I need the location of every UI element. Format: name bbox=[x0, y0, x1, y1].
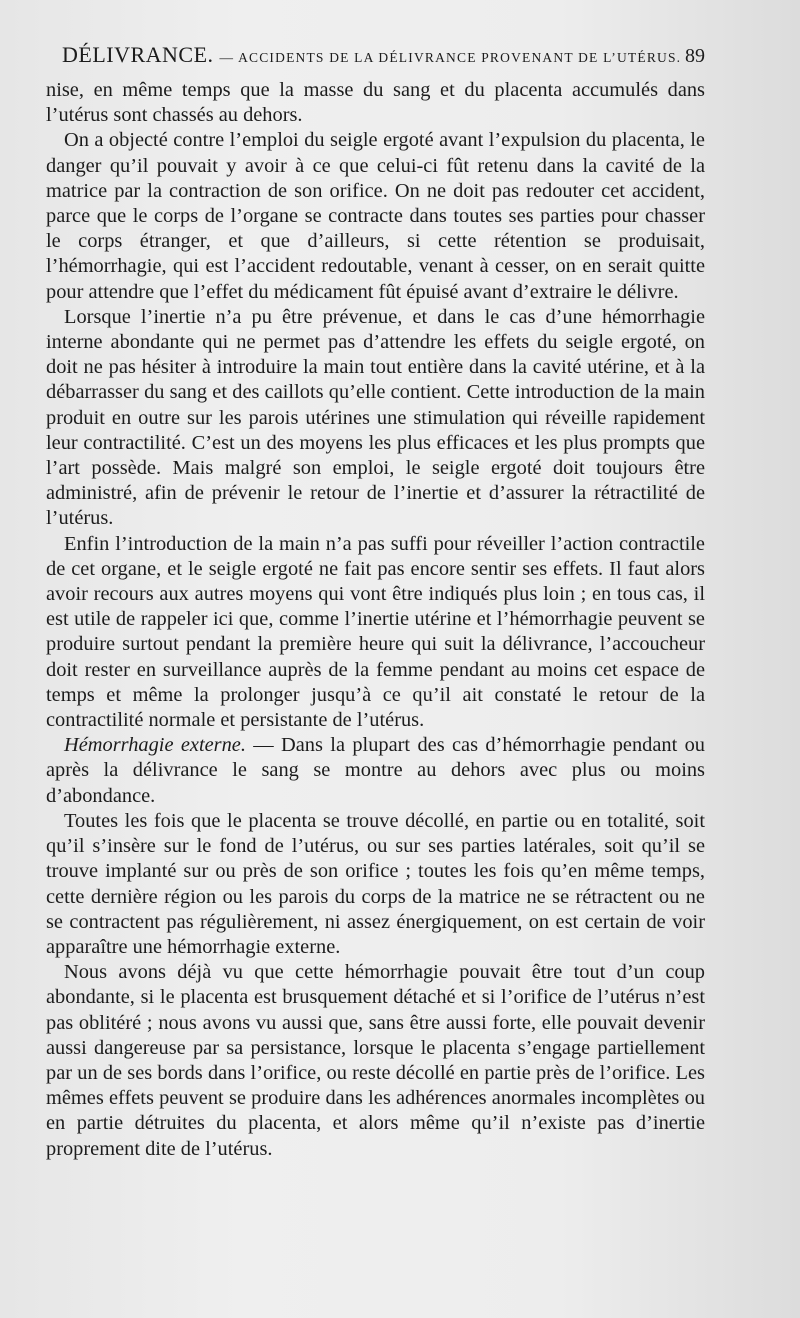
paragraph-5 bbox=[46, 733, 705, 809]
section-heading-hemorrhagie-externe: Hémorrhagie externe. bbox=[64, 734, 246, 757]
header-title: DÉLIVRANCE. bbox=[62, 42, 214, 67]
page-number: 89 bbox=[685, 45, 705, 67]
paragraph-7: Nous avons déjà vu que cette hémorrhagie pouvait être tout d’un coup abondante, si le placenta est brusquement détaché et si l’orifice de l’utérus n’est pas oblitéré ; nous avons vu aussi que, sans être aussi forte, elle pouvait devenir aussi dangereuse par sa persistance, lorsque le placenta s’engage partiellement par un de ses bords dans l’orifice, ou reste décollé en partie près de l’orifice. Les mêmes effets peuvent se produire dans les adhérences anormales incomplètes ou en partie détruites du placenta, et alors même qu’il n’existe pas d’inertie proprement dite de l’utérus. bbox=[46, 961, 705, 1160]
paragraph-5-text: — Dans la plupart des cas d’hémorrhagie pendant ou après la délivrance le sang se montre au dehors avec plus ou moins d’abondance. bbox=[46, 734, 706, 807]
paragraph-2: On a objecté contre l’emploi du seigle ergoté avant l’expulsion du placenta, le danger qu’il pouvait y avoir à ce que celui-ci fût retenu dans la cavité de la matrice par la contraction de son orifice. On ne doit pas redouter cet accident, parce que le corps de l’organe se contracte dans toutes ses parties pour chasser le corps étranger, et que d’ailleurs, si cette rétention se produisait, l’hémorrhagie, qui est l’accident redoutable, venant à cesser, on en serait quitte pour attendre que l’effet du médicament fût épuisé avant d’extraire le délivre. bbox=[46, 129, 705, 303]
paragraph-3: Lorsque l’inertie n’a pu être prévenue, et dans le cas d’une hémorrhagie interne abondante qui ne permet pas d’attendre les effets du seigle ergoté, on doit ne pas hésiter à introduire la main tout entière dans la cavité utérine, et à la débarrasser du sang et des caillots qu’elle contient. Cette introduction de la main produit en outre sur les parois utérines une stimulation qui réveille rapidement leur contractilité. C’est un des moyens les plus efficaces et les plus prompts que l’art possède. Mais malgré son emploi, le seigle ergoté doit toujours être administré, afin de prévenir le retour de l’inertie et d’assurer la rétractilité de l’utérus. bbox=[46, 305, 705, 530]
paragraph-4: Enfin l’introduction de la main n’a pas suffi pour réveiller l’action contractile de cet organe, et le seigle ergoté ne fait pas encore sentir ses effets. Il faut alors avoir recours aux autres moyens qui vont être indiqués plus loin ; en tous cas, il est utile de rappeler ici que, comme l’inertie utérine et l’hémorrhagie peuvent se produire surtout pendant la première heure qui suit la délivrance, l’accoucheur doit rester en surveillance auprès de la femme pendant au moins cet espace de temps et même la prolonger jusqu’à ce qu’il ait constaté le retour de la contractilité normale et persistante de l’utérus. bbox=[46, 532, 705, 732]
body-text bbox=[46, 78, 705, 1162]
header-subtitle: — ACCIDENTS DE LA DÉLIVRANCE PROVENANT DE L’UTÉRUS. bbox=[219, 50, 682, 65]
paragraph-1: nise, en même temps que la masse du sang et du placenta accumulés dans l’utérus sont chassés au dehors. bbox=[46, 79, 705, 127]
running-header bbox=[62, 42, 705, 72]
paragraph-6: Toutes les fois que le placenta se trouve décollé, en partie ou en totalité, soit qu’il s’insère sur le fond de l’utérus, ou sur ses parties latérales, soit qu’il se trouve implanté sur ou près de son orifice ; toutes les fois qu’en même temps, cette dernière région ou les parois du corps de la matrice ne se rétractent ou ne se contractent pas régulièrement, ni assez énergiquement, on est certain de voir apparaître une hémorrhagie externe. bbox=[46, 809, 705, 958]
